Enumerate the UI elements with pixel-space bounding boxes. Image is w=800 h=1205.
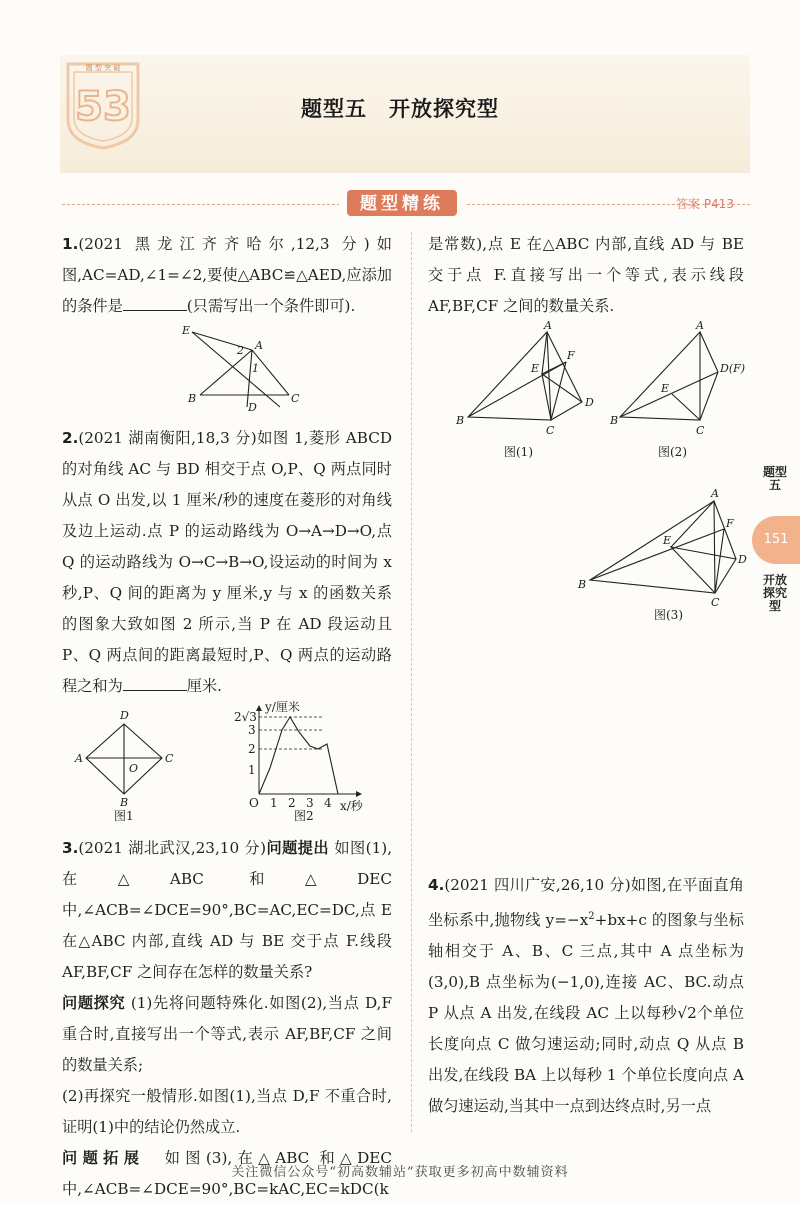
point-label: A — [711, 487, 719, 500]
question-2-text: (2021 湖南衡阳,18,3 分)如图 1,菱形 ABCD 的对角线 AC 与 BD 相交于点 O,P、Q 两点同时从点 O 出发,以 1 厘米/秒的速度在菱形的对角线及边上运动.点 P 的运动路线为 O→A→D→O,点 Q 的运动路线为 O→C→B→O,设运动的时间为 x 秒,P、Q 间的距离为 y 厘米,y 与 x 的函数关系的图象大致如图 2 所示,当 P 在 AD 段运动且 P、Q 两点间的距离最短时,P、Q 两点的运动路程之和为 — [62, 429, 392, 695]
point-label: A — [544, 319, 552, 332]
section-tag: 问题拓展 — [62, 1149, 145, 1167]
figure-caption: 图2 — [294, 809, 314, 823]
question-3-text: 如图(1),在△ABC 和△DEC 中,∠ACB=∠DCE=90°,BC=AC,EC=DC,点 E 在△ABC 内部,直线 AD 与 BE 交于点 F.线段 AF,BF,CF 之间存在怎样的数量关系? — [62, 839, 393, 981]
point-label: A — [255, 339, 263, 352]
point-label: B — [456, 414, 465, 427]
section-tag: 问题探究 — [62, 994, 126, 1012]
question-1-figure — [62, 322, 392, 412]
page-number: 151 — [752, 516, 800, 564]
logo-top-text: 题 型 突 破 — [85, 64, 121, 72]
point-label: D — [248, 401, 257, 414]
question-1-text-end: (只需写出一个条件即可). — [186, 297, 356, 315]
question-4-text: +bx+c 的图象与坐标轴相交于 A、B、C 三点,其中 A 点坐标为(3,0),B 点坐标为(−1,0),连接 AC、BC.动点 P 从点 A 出发,在线段 AC 上以每秒 — [428, 911, 744, 1023]
side-tab-topic: 开放探究型 — [762, 573, 787, 613]
point-label: B — [120, 796, 129, 809]
point-label: E — [663, 534, 672, 547]
point-label: C — [696, 424, 705, 437]
angle-label: 2 — [237, 344, 244, 357]
point-label: B — [610, 414, 619, 427]
x-tick: 1 — [270, 796, 278, 810]
question-2-text-end: 厘米. — [186, 677, 222, 695]
point-label: E — [661, 382, 670, 395]
column-divider — [411, 232, 412, 1132]
point-label: C — [546, 424, 555, 437]
side-tab-section: 题型五 — [762, 465, 787, 492]
answer-blank[interactable] — [123, 676, 187, 691]
figure-caption: 图(3) — [654, 608, 683, 622]
section-title-banner — [339, 187, 465, 219]
sqrt-value: √2 — [677, 1004, 697, 1023]
point-label: B — [578, 578, 587, 591]
point-label: D — [738, 553, 747, 566]
right-column — [428, 229, 747, 1122]
section-title: 题型精练 — [360, 194, 444, 214]
question-number: 4. — [428, 876, 445, 894]
angle-label: 1 — [252, 362, 259, 375]
question-number: 1. — [62, 235, 79, 253]
question-3-text: (1)先将问题特殊化.如图(2),当点 D,F 重合时,直接写出一个等式,表示 AF,BF,CF 之间的数量关系; — [62, 994, 393, 1074]
question-4-text: (2021 四川广安,26,10 分)如图,在平面直角坐标系中,抛物线 y=−x — [428, 876, 744, 930]
question-3-text: 如图(3),在△ABC 和△DEC 中,∠ACB=∠DCE=90°,BC=kAC,EC=kDC(k — [62, 1149, 393, 1198]
point-label: C — [165, 752, 174, 765]
question-4 — [428, 870, 744, 1122]
question-1 — [62, 229, 392, 322]
question-4-text: 个单位长度向点 C 做匀速运动;同时,动点 Q 从点 B 出发,在线段 BA 上以每秒 1 个单位长度向点 A 做匀速运动,当其中一点到达终点时,另一点 — [428, 1004, 745, 1116]
question-3-part-1 — [62, 988, 392, 1081]
question-3-continued: 是常数),点 E 在△ABC 内部,直线 AD 与 BE 交于点 F.直接写出一个等式,表示线段 AF,BF,CF 之间的数量关系. — [428, 235, 744, 315]
section-tag: 问题提出 — [266, 839, 330, 857]
y-tick: 2√3 — [234, 710, 257, 724]
figure-caption: 图(1) — [504, 445, 533, 459]
question-1-text: (2021 黑龙江齐齐哈尔,12,3 分)如图,AC=AD,∠1=∠2,要使△ABC≌△AED,应添加的条件是 — [62, 235, 392, 315]
question-3-source: (2021 湖北武汉,23,10 分) — [78, 839, 266, 857]
question-3-part-2: (2)再探究一般情形.如图(1),当点 D,F 不重合时,证明(1)中的结论仍然成立. — [62, 1087, 392, 1136]
point-label: F — [726, 517, 734, 530]
figure-caption: 图(2) — [658, 445, 687, 459]
question-number: 2. — [62, 429, 79, 447]
footer-note: 关注微信公众号“初高数辅站”获取更多初高中数辅资料 — [231, 1165, 569, 1180]
question-2-figures — [62, 702, 392, 822]
question-3 — [62, 833, 392, 988]
x-tick: 4 — [324, 796, 332, 810]
point-label: A — [75, 752, 83, 765]
point-label: F — [567, 349, 575, 362]
answer-reference: 答案 P413 — [676, 197, 734, 211]
y-tick: 3 — [248, 723, 256, 737]
question-3-figures-1-2 — [428, 319, 746, 462]
logo-number: 53 — [75, 84, 131, 130]
question-2 — [62, 423, 392, 702]
question-3-figure-3 — [428, 473, 747, 623]
point-label: O — [129, 762, 139, 775]
x-tick: O — [249, 796, 259, 810]
question-number: 3. — [62, 839, 79, 857]
axis-label: y/厘米 — [265, 700, 300, 714]
point-label: D — [585, 396, 594, 409]
point-label: B — [188, 392, 197, 405]
point-label: C — [711, 596, 720, 609]
y-tick: 2 — [248, 742, 256, 756]
point-label: E — [182, 324, 191, 337]
blank-space — [428, 634, 744, 870]
y-tick: 1 — [248, 763, 256, 777]
answer-blank[interactable] — [123, 296, 187, 311]
left-column — [62, 229, 392, 1205]
axis-label: x/秒 — [340, 799, 363, 813]
exponent: 2 — [588, 911, 595, 922]
point-label: E — [531, 362, 540, 375]
x-tick: 3 — [306, 796, 314, 810]
figure-caption: 图1 — [114, 809, 134, 823]
point-label: D(F) — [720, 362, 746, 375]
page-title: 题型五 开放探究型 — [301, 97, 499, 121]
point-label: C — [291, 392, 300, 405]
point-label: D — [120, 709, 129, 722]
point-label: A — [696, 319, 704, 332]
x-tick: 2 — [288, 796, 296, 810]
